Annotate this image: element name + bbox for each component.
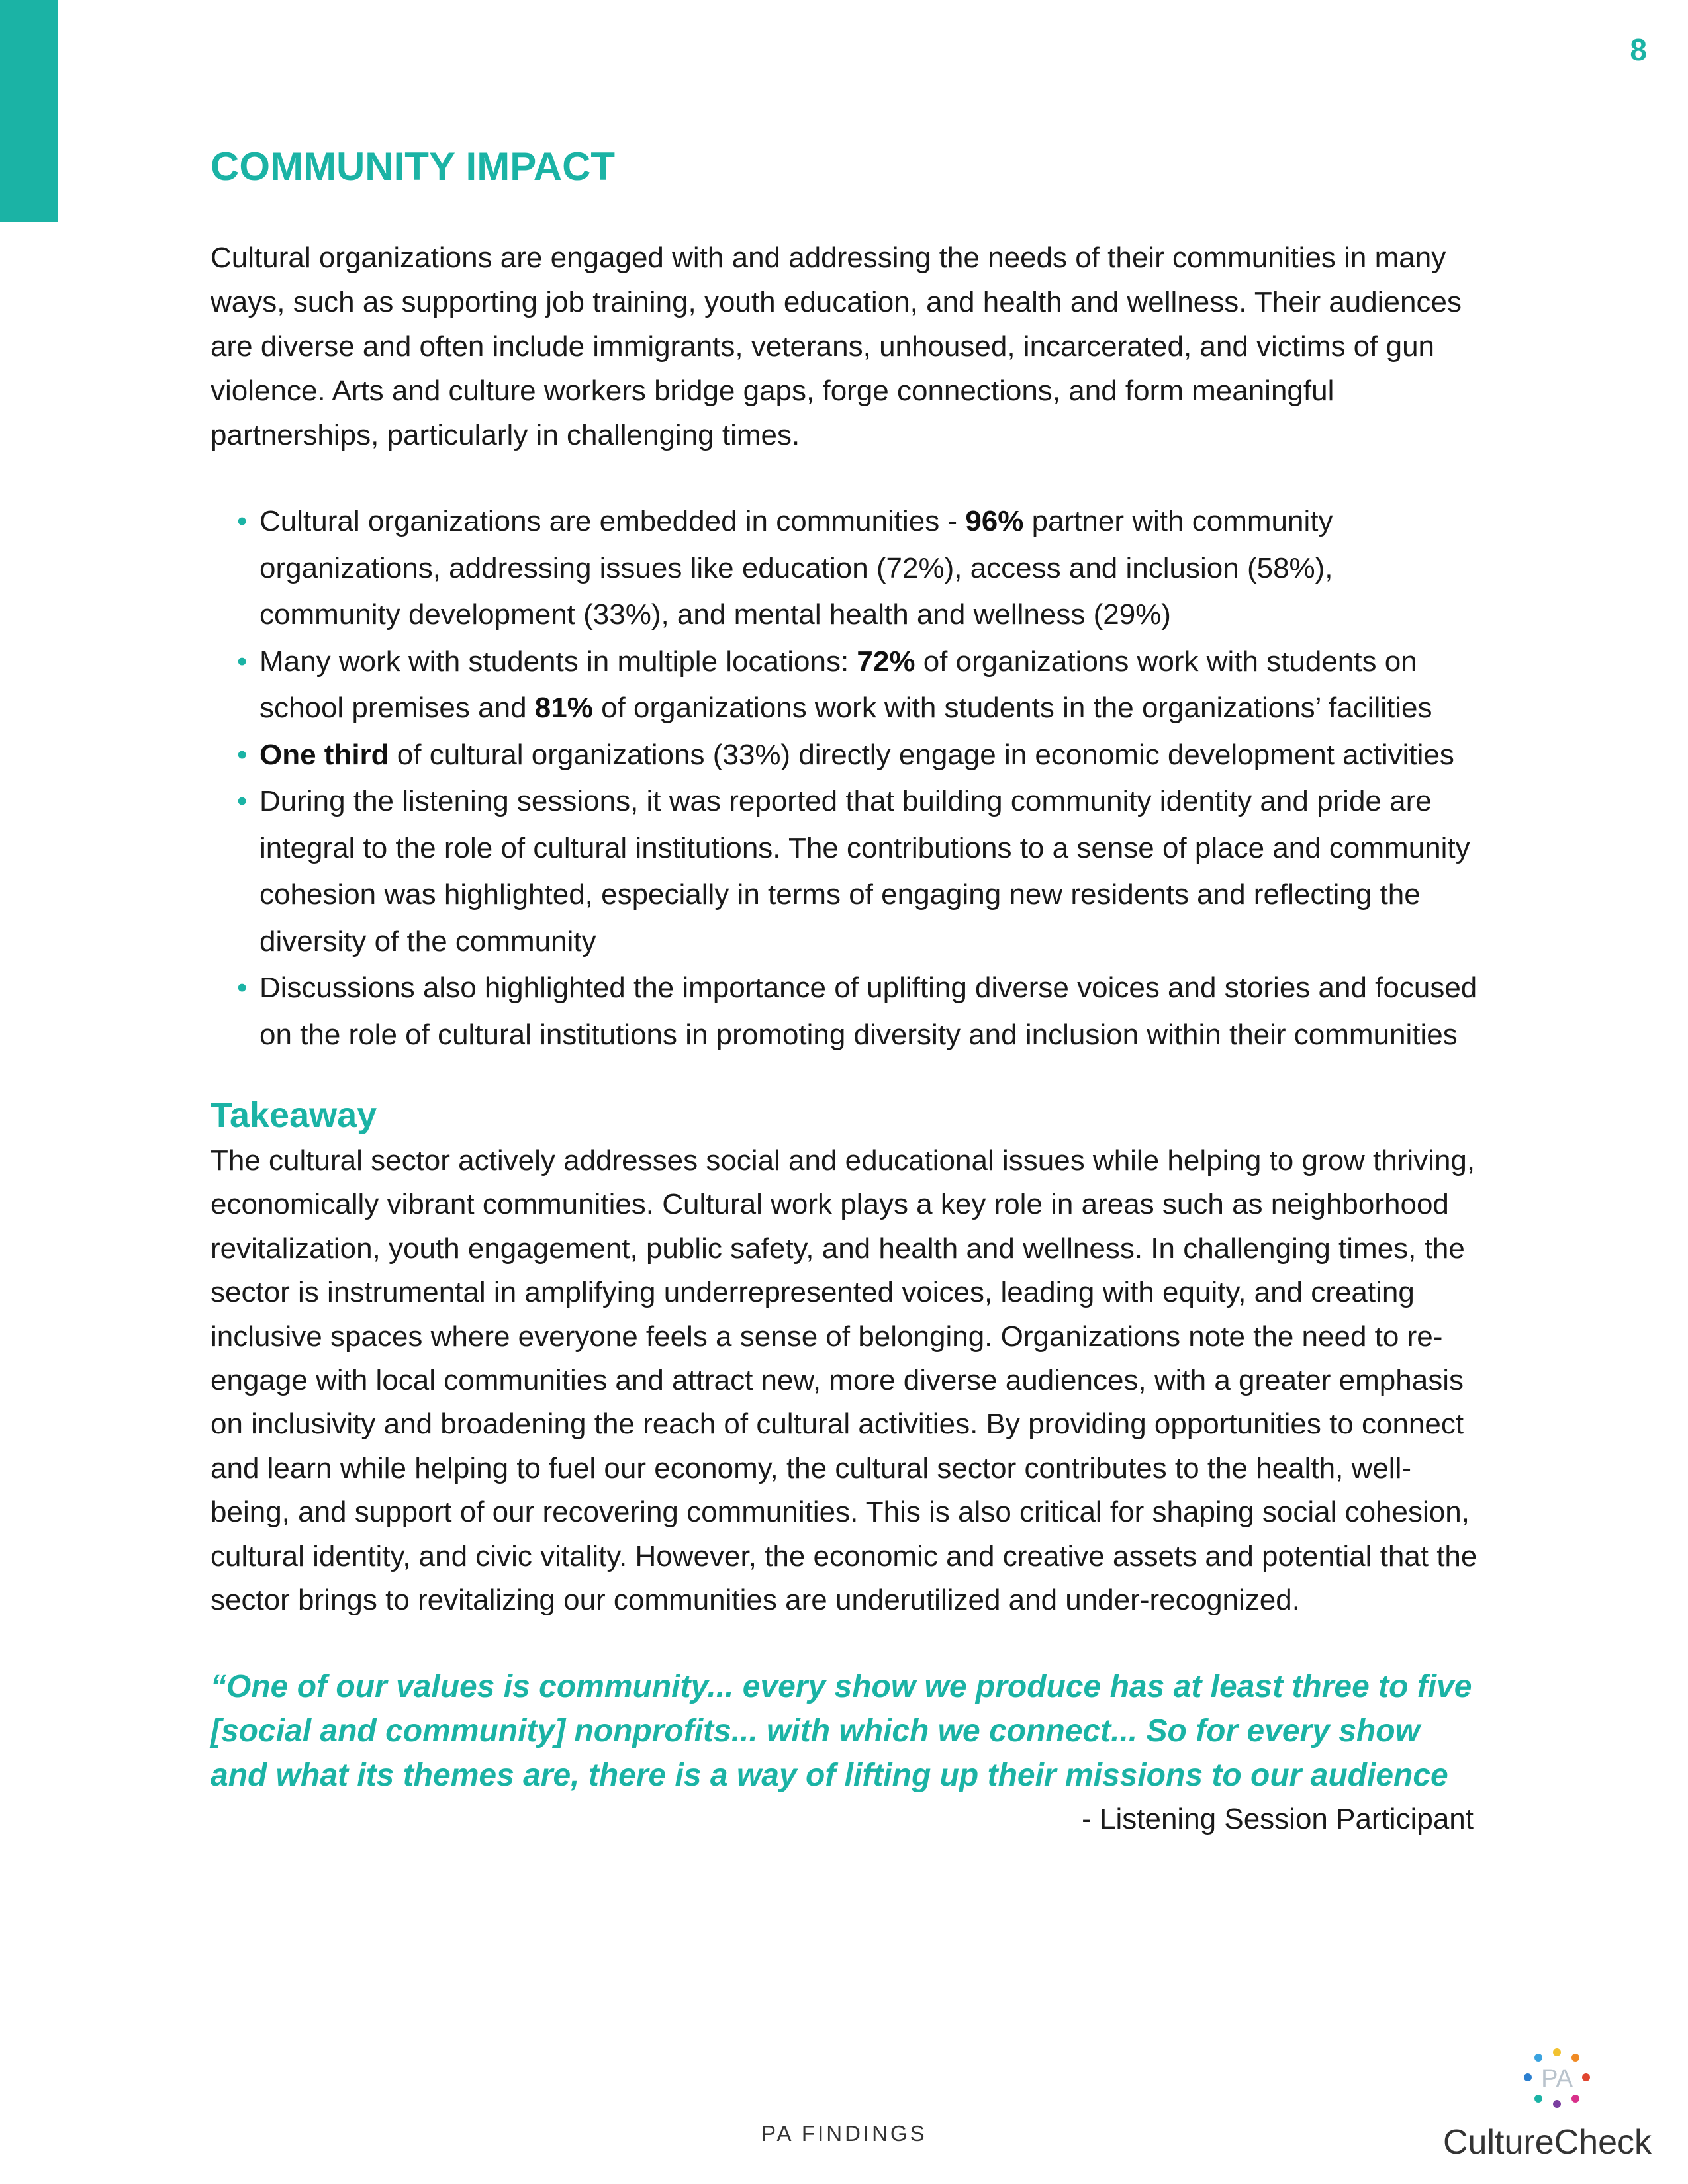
bullet-dot-icon: • — [237, 785, 248, 817]
bullet-text: of cultural organizations (33%) directly engage in economic development activities — [389, 738, 1454, 771]
bullet-text-post: of organizations work with students in the organizations’ facilities — [592, 692, 1432, 724]
takeaway-paragraph: The cultural sector actively addresses social and educational issues while helping to grow thriving, economically vibrant communities. Cultural work plays a key role in areas such as neighborhood revitalization, youth engagement, public safety, and health and wellness. In challenging times, the sector is instrumental in amplifying underrepresented voices, leading with equity, and creating inclusive spaces where everyone feels a sense of belonging. Organizations note the need to re-engage with local communities and attract new, more diverse audiences, with a greater emphasis on inclusivity and broadening the reach of cultural activities. By providing opportunities to connect and learn while helping to fuel our economy, the cultural sector contributes to the health, well-being, and support of our recovering communities. This is also critical for shaping social cohesion, cultural identity, and civic vitality. However, the economic and creative assets and potential that the sector brings to revitalizing our communities are underutilized and under-recognized. — [211, 1144, 1477, 1617]
bullet-stat: 96% — [965, 505, 1024, 537]
section-title: COMMUNITY IMPACT — [211, 144, 616, 189]
bullet-text: Discussions also highlighted the importance of uplifting diverse voices and stories and focused on the role of cultural institutions in promoting diversity and inclusion within their communities — [259, 972, 1477, 1051]
list-item — [237, 498, 1481, 639]
bullet-text: During the listening sessions, it was reported that building community identity and pride are integral to the role of cultural institutions. The contributions to a sense of place and community cohesion was highlighted, especially in terms of engaging new residents and reflecting the diversity of the community — [259, 785, 1470, 958]
bullet-dot-icon: • — [237, 738, 248, 771]
list-item — [237, 965, 1481, 1058]
bullet-stat: 72% — [857, 645, 915, 678]
footer-section-label: PA FINDINGS — [761, 2121, 927, 2146]
logo-mark-text: PA — [1541, 2065, 1573, 2093]
bullet-stat: One third — [259, 738, 389, 771]
culturecheck-logo — [1443, 2048, 1662, 2167]
quote-attribution: - Listening Session Participant — [1082, 1803, 1474, 1836]
page-number: 8 — [1630, 32, 1647, 67]
main-content — [211, 139, 1481, 1841]
bullet-text-pre: Many work with students in multiple locations: — [259, 645, 857, 678]
pa-dots-logo-icon — [1509, 2048, 1602, 2121]
intro-paragraph: Cultural organizations are engaged with and addressing the needs of their communities in many ways, such as supporting job training, youth education, and health and wellness. Their audiences are diverse and often include immigrants, veterans, unhoused, incarcerated, and victims of gun violence. Arts and culture workers bridge gaps, forge connections, and form meaningful partnerships, particularly in challenging times. — [211, 242, 1462, 451]
side-accent-tab — [0, 0, 58, 222]
bullet-dot-icon: • — [237, 505, 248, 537]
bullet-text: partner with community organizations, addressing issues like education (72%), access and inclusion (58%), community development (33%), and mental health and wellness (29%) — [259, 505, 1333, 631]
list-item — [237, 732, 1481, 779]
takeaway-heading: Takeaway — [211, 1095, 377, 1135]
list-item — [237, 778, 1481, 965]
bullet-stat: 81% — [534, 692, 593, 724]
logo-brand-text: CultureCheck — [1443, 2123, 1652, 2161]
list-item — [237, 639, 1481, 732]
bullet-text-pre: Cultural organizations are embedded in communities - — [259, 505, 966, 537]
findings-list — [211, 498, 1481, 1058]
bullet-text: of organizations work with students on school premises and — [259, 645, 1417, 724]
bullet-dot-icon: • — [237, 972, 248, 1004]
bullet-dot-icon: • — [237, 645, 248, 678]
pull-quote: “One of our values is community... every show we produce has at least three to five [social and community] nonprofits... with which we connect... So for every show and what its themes are, there is a way of lifting up their missions to our audience — [211, 1669, 1472, 1794]
